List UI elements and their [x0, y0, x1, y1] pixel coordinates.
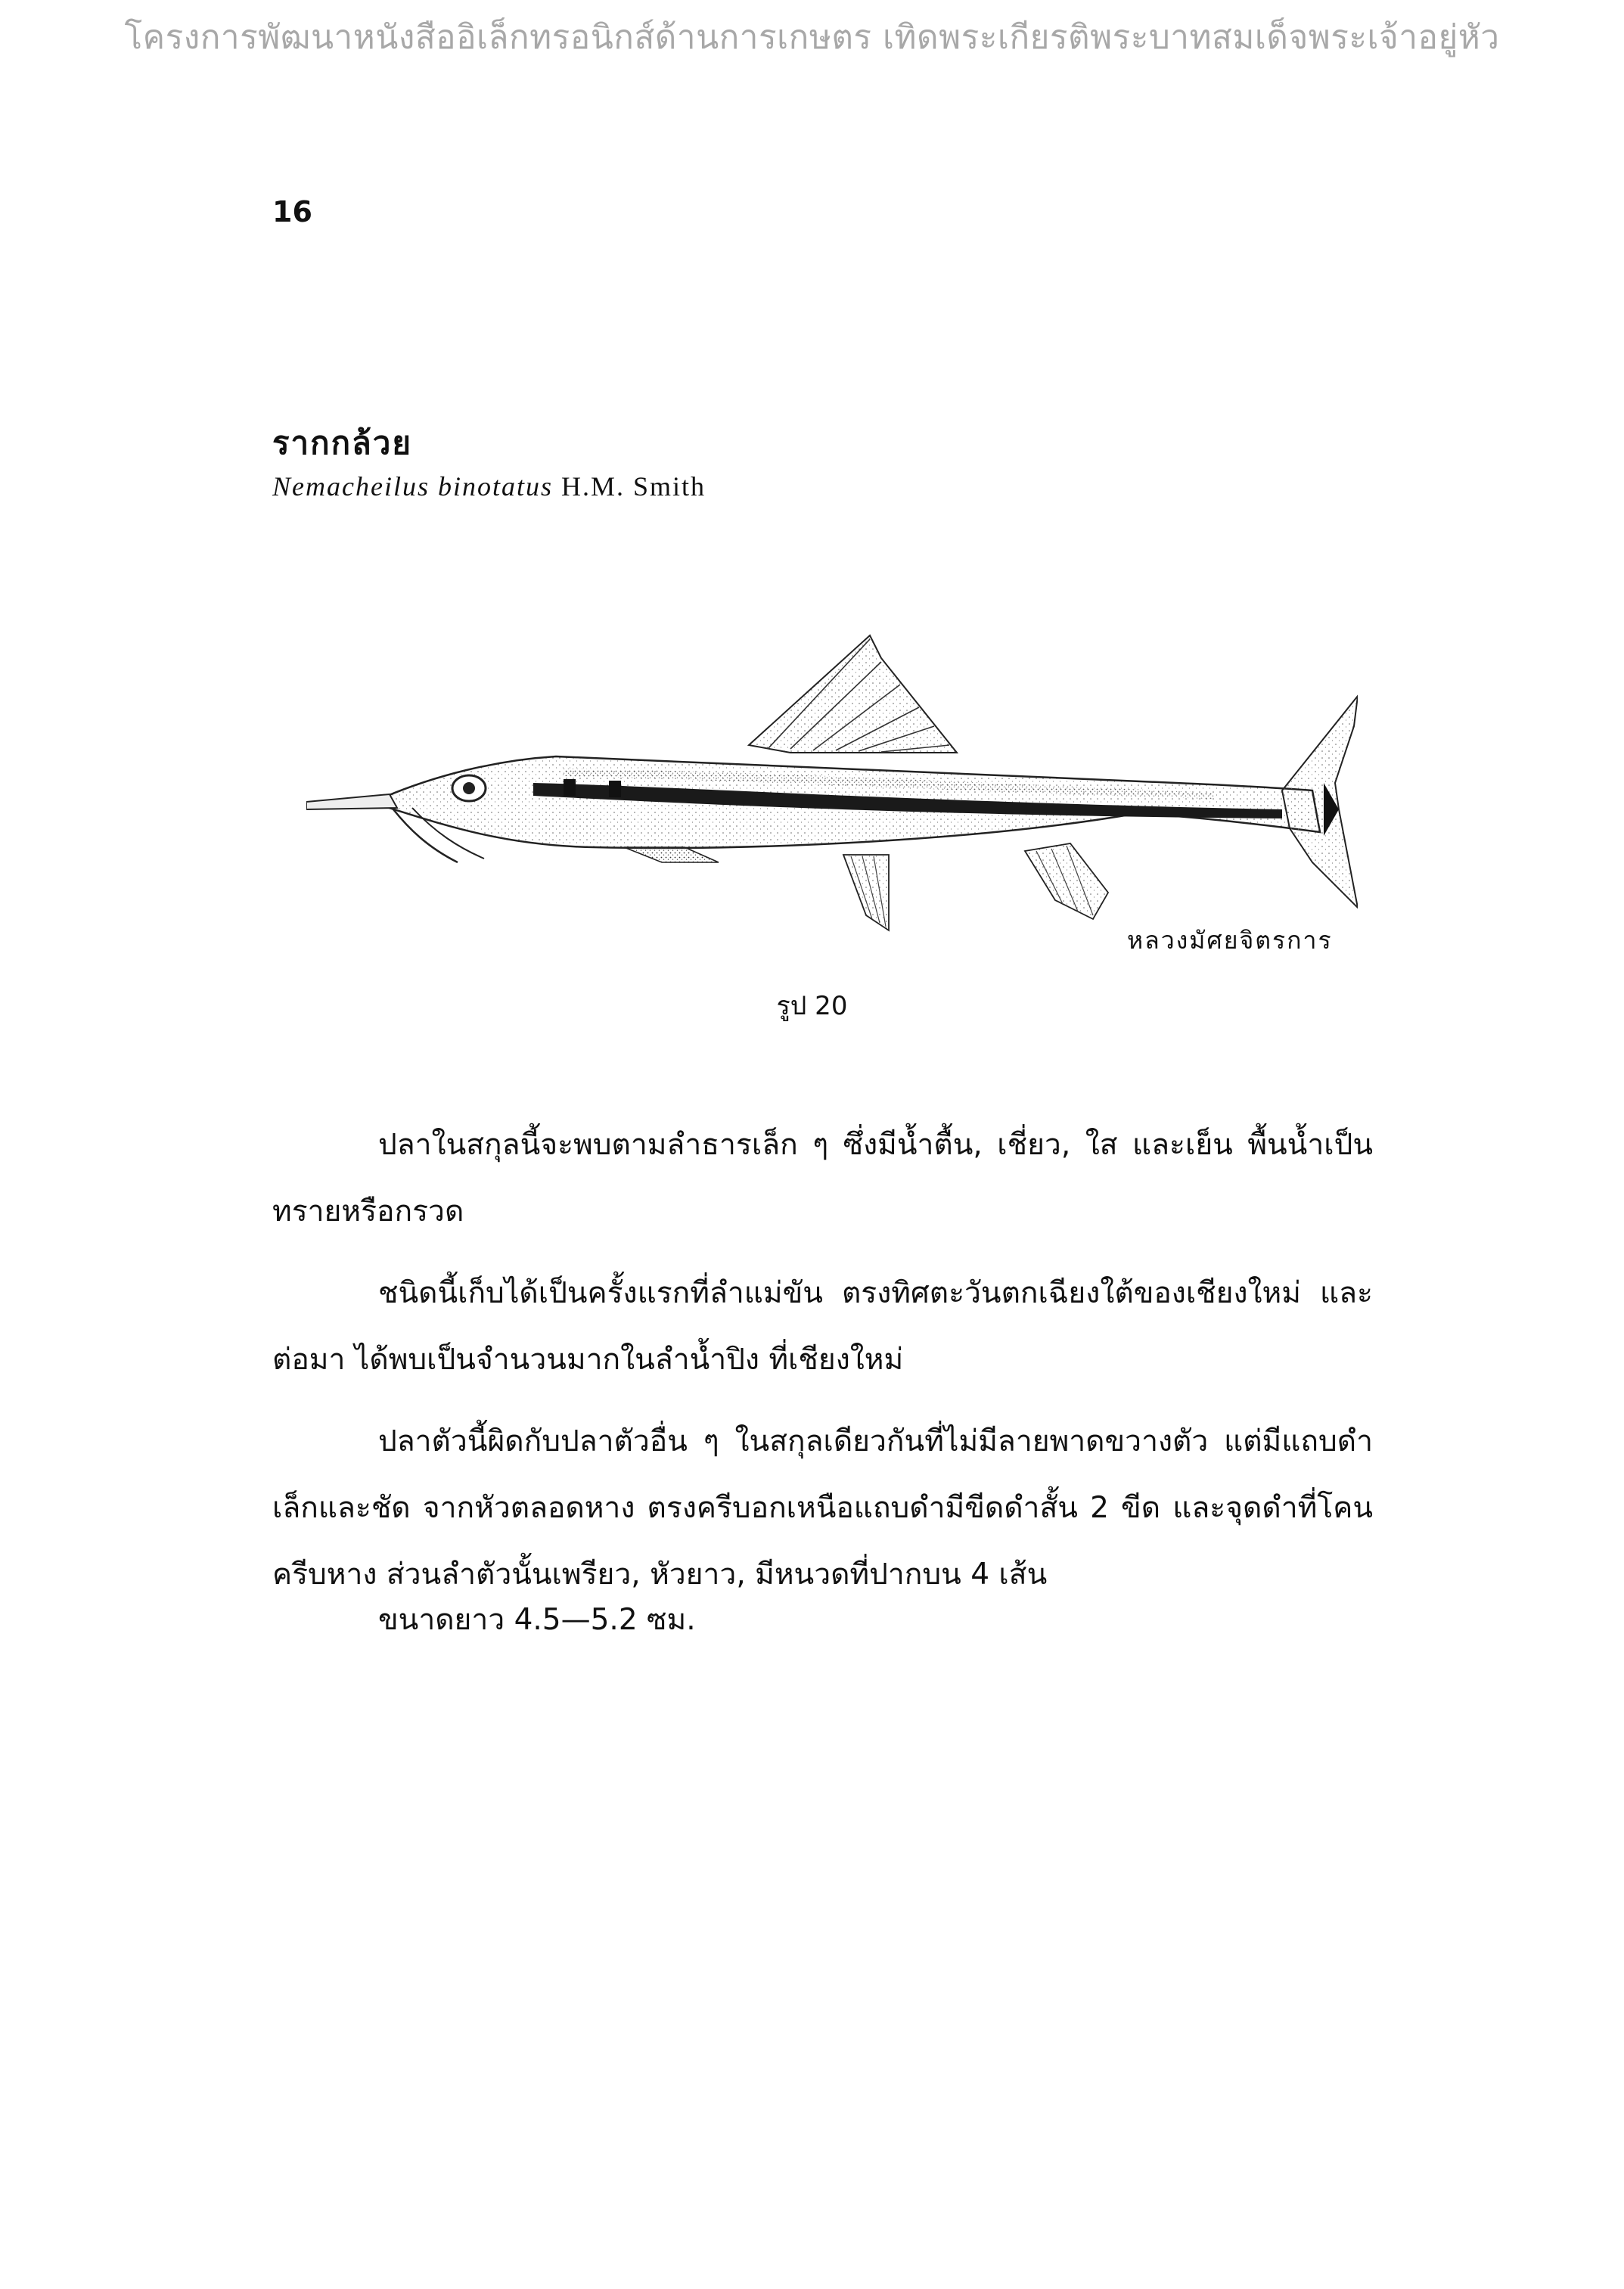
scientific-binomial: Nemacheilus binotatus: [272, 471, 553, 502]
pectoral-fin: [624, 847, 719, 862]
dark-bar-2: [609, 781, 621, 797]
pupil: [463, 782, 475, 794]
figure-caption: รูป 20: [776, 991, 848, 1021]
species-scientific-name: [272, 471, 706, 502]
caudal-fin: [1282, 696, 1358, 908]
size-line: ขนาดยาว 4.5—5.2 ซม.: [378, 1603, 696, 1637]
anal-fin: [1025, 843, 1108, 919]
fish-illustration: [306, 620, 1358, 938]
species-thai-name: รากกล้วย: [272, 424, 412, 461]
fish-drawing: [306, 620, 1358, 938]
paragraph-habitat: ปลาในสกุลนี้จะพบตามลำธารเล็ก ๆ ซึ่งมีน้ำตื้น, เชี่ยว, ใส และเย็น พื้นน้ำเป็นทรายหรือกรวด: [272, 1128, 1373, 1228]
header-banner: โครงการพัฒนาหนังสืออิเล็กทรอนิกส์ด้านการเกษตร เทิดพระเกียรติพระบาทสมเด็จพระเจ้าอยู่หัว: [124, 18, 1500, 57]
scientific-authority: H.M. Smith: [560, 471, 706, 502]
dark-bar-1: [564, 779, 576, 796]
artist-credit: หลวงมัศยจิตรการ: [1127, 926, 1333, 955]
page-number: 16: [272, 195, 312, 228]
paragraph-description: ปลาตัวนี้ผิดกับปลาตัวอื่น ๆ ในสกุลเดียวกันที่ไม่มีลายพาดขวางตัว แต่มีแถบดำเล็กและชัด จากหัวตลอดหาง ตรงครีบอกเหนือแถบดำมีขีดดำสั้น 2 ขีด และจุดดำที่โคนครีบหาง ส่วนลำตัวนั้นเพรียว, หัวยาว, มีหนวดที่ปากบน 4 เส้น: [272, 1424, 1373, 1592]
body-text: [272, 1112, 1373, 1623]
pelvic-fin: [843, 855, 889, 930]
paragraph-discovery: ชนิดนี้เก็บได้เป็นครั้งแรกที่ลำแม่ขัน ตรงทิศตะวันตกเฉียงใต้ของเชียงใหม่ และต่อมา ได้พบเป็นจำนวนมากในลำน้ำปิง ที่เชียงใหม่: [272, 1276, 1373, 1377]
snout: [306, 794, 397, 809]
